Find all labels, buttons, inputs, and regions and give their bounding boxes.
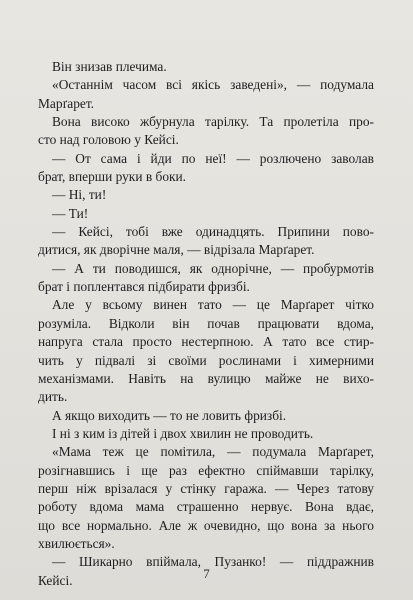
text-line: чить у підвалі зі своїми рослинами і химерними [38, 352, 374, 368]
text-line: сто над головою у Кейсі. [38, 132, 179, 148]
text-line: перш ніж врізалася у стінку гаража. — Через татову [38, 480, 374, 496]
text-line: брат і поплентався підбирати фризбі. [38, 279, 250, 295]
page-number: 7 [203, 566, 210, 581]
text-line: — Ні, ти! [52, 187, 107, 203]
text-line: — От сама і йди по неї! — розлючено заволав [52, 150, 374, 166]
text-line: — А ти поводишся, як однорічне, — пробурмотів [52, 260, 374, 276]
text-line: дитися, як дворічне маля, — відрізала Марґарет. [38, 242, 315, 258]
text-line: механізмами. Навіть на вулицю майже не вихо- [38, 370, 374, 386]
text-line: Вона високо жбурнула тарілку. Та пролетіла про- [52, 114, 374, 130]
text-line: Але у всьому винен тато — це Марґарет чітко [52, 297, 374, 313]
text-line: «Останнім часом всі якісь заведені», — подумала [52, 77, 374, 93]
text-line: — Кейсі, тобі вже одинадцять. Припини пово- [52, 224, 374, 240]
text-line: І ні з ким із дітей і двох хвилин не проводить. [52, 425, 314, 441]
text-line: розуміла. Відколи він почав працювати вдома, [38, 315, 374, 331]
page-body-text [38, 58, 374, 590]
text-line: хвилюється». [38, 535, 115, 551]
text-line: дить. [38, 389, 68, 405]
text-line: напруга стала просто нестерпною. А тато все стир- [38, 334, 374, 350]
text-line: Він знизав плечима. [52, 59, 167, 74]
text-line: — Ти! [52, 205, 89, 221]
text-line: Кейсі. [38, 572, 73, 588]
text-line: роботу вдома мама страшенно нервує. Вона вдає, [38, 499, 374, 515]
text-line: А якщо виходить — то не ловить фризбі. [52, 407, 287, 423]
text-line: що все нормально. Але ж очевидно, що вона за нього [38, 517, 374, 533]
text-line: «Мама теж це помітила, — подумала Марґарет, [52, 444, 374, 460]
text-line: — Шикарно впіймала, Пузанко! — піддражнив [52, 554, 374, 570]
text-line: Марґарет. [38, 95, 95, 111]
text-line: брат, вперши руки в боки. [38, 169, 187, 185]
text-line: розігнавшись і ще раз ефектно спіймавши тарілку, [38, 462, 374, 478]
